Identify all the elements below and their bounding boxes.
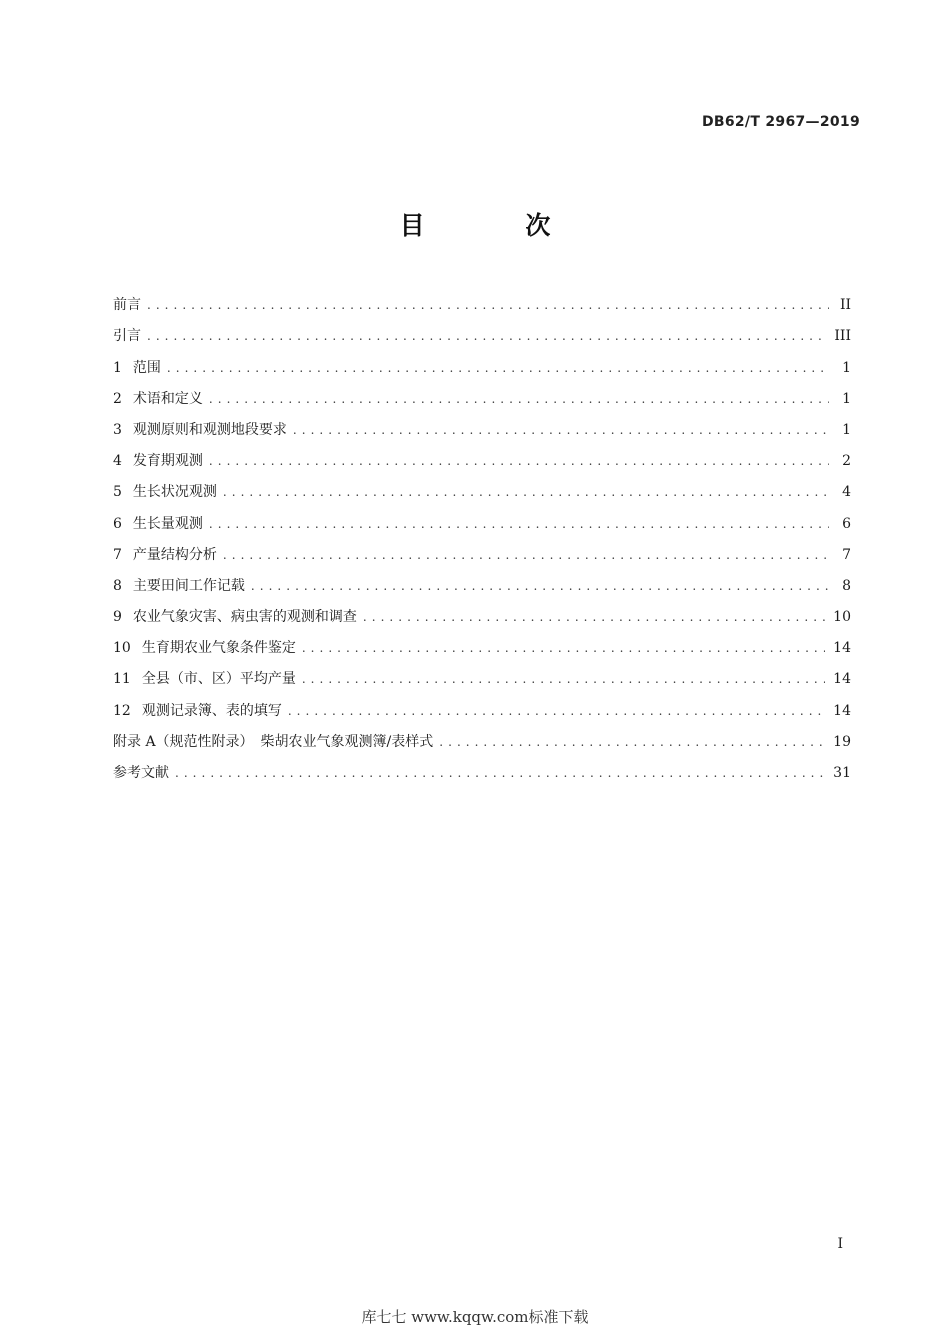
toc-entry-number: 11 (113, 671, 131, 688)
toc-entry-page: 10 (833, 609, 851, 626)
toc-entry-number: 10 (113, 640, 131, 657)
toc-entry-page: II (839, 297, 851, 314)
toc-entry[interactable] (113, 722, 851, 753)
toc-entry[interactable] (113, 316, 851, 347)
toc-entry-label: 生育期农业气象条件鉴定 (141, 640, 296, 657)
toc-entry[interactable] (113, 535, 851, 566)
toc-dot-leader (209, 513, 829, 535)
toc-dot-leader (302, 637, 825, 659)
toc-entry-label: 农业气象灾害、病虫害的观测和调查 (132, 609, 357, 626)
toc-entry-label: 观测记录簿、表的填写 (141, 702, 282, 719)
toc-entry-number: 4 (113, 453, 122, 470)
toc-entry[interactable] (113, 690, 851, 721)
toc-entry-page: 31 (833, 765, 851, 781)
toc-entry-page: III (834, 328, 851, 345)
toc-entry-number: 1 (113, 359, 122, 376)
toc-entry-number: 12 (113, 702, 131, 719)
toc-entry-number: 3 (113, 421, 122, 438)
toc-entry[interactable] (113, 597, 851, 628)
toc-dot-leader (288, 700, 825, 722)
toc-entry[interactable] (113, 285, 851, 316)
toc-entry-label: 主要田间工作记载 (132, 577, 245, 594)
toc-dot-leader (147, 325, 826, 347)
toc-entry[interactable] (113, 441, 851, 472)
toc-dot-leader (293, 419, 829, 441)
toc-entry-page: 1 (842, 359, 851, 376)
toc-entry-label: 发育期观测 (132, 453, 203, 470)
toc-entry[interactable] (113, 503, 851, 534)
toc-dot-leader (363, 606, 825, 628)
toc-entry-page: 4 (842, 484, 851, 501)
toc-entry-label: 参考文献 (113, 765, 169, 781)
page-title: 目 次 (399, 211, 597, 240)
toc-entry-number: 9 (113, 609, 122, 626)
toc-dot-leader (439, 731, 825, 753)
toc-entry[interactable] (113, 659, 851, 690)
toc-entry-label: 术语和定义 (132, 390, 203, 407)
toc-dot-leader (223, 481, 829, 503)
toc-entry-page: 19 (833, 733, 851, 750)
toc-entry[interactable] (113, 628, 851, 659)
toc-entry-label: 附录 A（规范性附录） 柴胡农业气象观测簿/表样式 (113, 733, 434, 750)
toc-entry[interactable] (113, 753, 851, 784)
toc-entry-page: 6 (842, 515, 851, 532)
toc-entry-page: 14 (833, 640, 851, 657)
toc-entry-page: 14 (833, 702, 851, 719)
toc-entry-label: 引言 (113, 328, 141, 345)
watermark-text: 库七七 www.kqqw.com标准下载 (361, 1308, 589, 1326)
toc-dot-leader (302, 668, 825, 690)
document-code: DB62/T 2967—2019 (701, 114, 860, 130)
toc-entry-label: 生长状况观测 (132, 484, 217, 501)
toc-entry[interactable] (113, 472, 851, 503)
toc-dot-leader (209, 450, 829, 472)
toc-entry-page: 8 (842, 577, 851, 594)
toc-entry-label: 范围 (132, 359, 161, 376)
toc-entry-label: 观测原则和观测地段要求 (132, 421, 287, 438)
toc-dot-leader (167, 357, 829, 379)
toc-dot-leader (147, 294, 829, 316)
toc-dot-leader (251, 575, 829, 597)
toc-dot-leader (209, 388, 829, 410)
toc-entry-page: 2 (842, 453, 851, 470)
toc-entry[interactable] (113, 379, 851, 410)
toc-entry-number: 5 (113, 484, 122, 501)
toc-entry-number: 2 (113, 390, 122, 407)
table-of-contents (113, 285, 851, 784)
toc-entry-label: 生长量观测 (132, 515, 203, 532)
toc-dot-leader (223, 544, 829, 566)
toc-entry[interactable] (113, 347, 851, 378)
toc-entry-page: 14 (833, 671, 851, 688)
toc-entry-number: 6 (113, 515, 122, 532)
toc-entry-number: 7 (113, 546, 122, 563)
toc-entry-page: 1 (842, 421, 851, 438)
toc-entry[interactable] (113, 566, 851, 597)
toc-entry-number: 8 (113, 577, 122, 594)
toc-entry-label: 全县（市、区）平均产量 (141, 671, 296, 688)
toc-entry-page: 1 (842, 390, 851, 407)
toc-entry[interactable] (113, 410, 851, 441)
toc-entry-page: 7 (842, 546, 851, 563)
toc-entry-label: 产量结构分析 (132, 546, 217, 563)
page-number: I (837, 1236, 843, 1252)
toc-entry-label: 前言 (113, 297, 141, 314)
toc-dot-leader (175, 762, 825, 784)
